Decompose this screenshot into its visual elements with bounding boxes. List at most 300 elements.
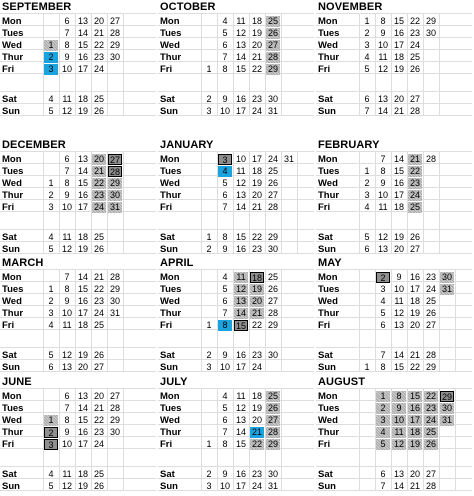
date-cell: 6 [64,154,70,164]
date-cell: 3 [376,415,390,426]
date-cell: 28 [109,167,120,177]
week-row-wed [316,415,472,426]
week-row-sun [158,106,314,117]
date-cell: 15 [77,40,88,50]
week-row-thur [316,427,472,438]
empty-cell [424,178,438,189]
date-cell: 16 [77,52,88,62]
date-cell: 11 [394,296,404,306]
date-cell: 10 [61,439,72,449]
day-label: Fri [2,64,15,75]
date-cell: 4 [380,296,386,306]
date-cell: 10 [219,362,230,372]
empty-cell [282,202,296,213]
empty-cell [440,469,454,480]
date-cell: 11 [62,94,72,104]
date-cell: 31 [441,284,452,294]
date-cell: 26 [93,481,104,491]
day-label: Wed [160,296,180,307]
date-cell: 14 [77,403,88,413]
week-row-fri [158,202,314,213]
date-cell: 13 [77,16,88,26]
date-cell: 27 [409,94,420,104]
date-cell: 12 [61,106,72,116]
week-row-sun [158,362,314,373]
empty-cell [424,190,438,201]
date-cell: 6 [222,40,228,50]
day-label: Sat [160,232,175,243]
date-cell: 10 [377,190,388,200]
date-cell: 30 [109,296,120,306]
week-row-mon [158,272,314,283]
date-cell: 16 [409,272,420,282]
date-cell: 30 [267,469,278,479]
empty-cell [440,320,454,331]
date-cell: 9 [64,190,70,200]
empty-cell [424,166,438,177]
date-cell: 23 [409,178,420,188]
week-row-thur [0,190,156,201]
date-cell: 14 [77,166,88,176]
week-row-fri [158,64,314,75]
date-cell: 27 [109,16,120,26]
date-cell: 28 [109,403,120,413]
empty-cell [108,362,122,373]
date-cell: 12 [393,439,404,449]
date-cell: 4 [376,427,390,438]
day-label: Mon [160,272,180,283]
date-cell: 26 [409,232,420,242]
day-label: Fri [318,64,331,75]
week-row-wed [0,296,156,307]
date-cell: 8 [64,40,70,50]
date-cell: 24 [425,284,436,294]
week-row-tues [158,28,314,39]
date-cell: 28 [425,481,436,491]
date-cell: 19 [251,403,262,413]
date-cell: 30 [425,28,436,38]
day-label: Tues [318,284,340,295]
date-cell: 14 [77,28,88,38]
empty-cell [44,154,58,165]
date-cell: 3 [364,40,370,50]
week-row-mon [0,154,156,165]
date-cell: 10 [61,64,72,74]
date-cell: 2 [206,350,212,360]
date-cell: 28 [409,106,420,116]
empty-cell [424,106,438,117]
date-cell: 11 [62,232,72,242]
date-cell: 29 [109,178,120,188]
date-cell: 30 [267,244,278,254]
date-cell: 4 [222,16,228,26]
week-row-mon [316,16,472,27]
week-row-thur [158,190,314,201]
date-cell: 5 [48,244,54,254]
day-label: Tues [2,403,24,414]
day-label: Tues [318,403,340,414]
date-cell: 23 [425,272,436,282]
week-row-tues [0,28,156,39]
date-cell: 12 [235,28,246,38]
empty-cell [424,64,438,75]
date-cell: 25 [93,320,104,330]
date-cell: 18 [409,296,420,306]
date-cell: 6 [222,296,228,306]
empty-cell [424,232,438,243]
month-january [158,138,314,259]
date-cell: 8 [392,391,406,402]
empty-cell [202,272,216,283]
week-row-thur [0,308,156,319]
date-cell: 30 [441,403,452,413]
date-cell: 16 [77,427,88,437]
date-cell: 30 [109,190,120,200]
date-cell: 18 [77,320,88,330]
empty-cell [44,28,58,39]
date-cell: 24 [93,439,104,449]
date-cell: 2 [376,272,390,283]
date-cell: 21 [393,106,404,116]
date-cell: 2 [44,52,58,63]
week-row-thur [0,427,156,438]
day-label: Tues [2,166,24,177]
date-cell: 2 [48,190,54,200]
date-cell: 19 [409,439,420,449]
day-label: Wed [318,296,338,307]
date-cell: 13 [61,362,72,372]
week-row-tues [158,403,314,414]
week-row-tues [316,28,472,39]
date-cell: 19 [77,481,88,491]
empty-cell [440,362,454,373]
date-cell: 25 [425,296,436,306]
date-cell: 10 [377,40,388,50]
day-label: Wed [2,40,22,51]
date-cell: 4 [364,202,370,212]
day-label: Wed [2,415,22,426]
week-row-mon [158,16,314,27]
empty-cell [282,232,296,243]
date-cell: 15 [77,284,88,294]
date-cell: 22 [93,40,104,50]
date-cell: 30 [109,427,120,437]
day-label: Mon [318,154,338,165]
date-cell: 9 [222,244,228,254]
date-cell: 11 [236,166,246,176]
month-june [0,375,156,496]
day-label: Sun [160,481,178,492]
empty-cell [202,166,216,177]
week-row-thur [316,190,472,201]
date-cell: 24 [251,106,262,116]
date-cell: 24 [267,154,278,164]
empty-cell [108,481,122,492]
date-cell: 29 [267,439,278,449]
month-title: JANUARY [160,139,214,151]
date-cell: 13 [377,94,388,104]
date-cell: 1 [44,415,58,426]
date-cell: 4 [222,272,228,282]
date-cell: 20 [251,296,262,306]
date-cell: 6 [364,94,370,104]
day-label: Fri [160,64,173,75]
date-cell: 12 [235,284,246,294]
date-cell: 25 [409,52,420,62]
date-cell: 5 [222,28,228,38]
week-row-sun [0,106,156,117]
date-cell: 13 [77,154,88,164]
date-cell: 2 [44,427,58,438]
empty-cell [108,320,122,331]
date-cell: 28 [267,308,278,318]
empty-cell [108,469,122,480]
empty-cell [266,362,280,373]
day-label: Sat [318,94,333,105]
date-cell: 1 [206,439,212,449]
date-cell: 7 [222,202,228,212]
day-label: Thur [160,52,182,63]
date-cell: 8 [222,64,228,74]
week-row-thur [158,52,314,63]
date-cell: 29 [425,16,436,26]
day-label: Fri [318,320,331,331]
day-label: Tues [160,284,182,295]
date-cell: 4 [48,320,54,330]
month-february [316,138,472,259]
date-cell: 18 [77,94,88,104]
date-cell: 6 [64,391,70,401]
empty-cell [202,415,216,426]
empty-cell [202,391,216,402]
date-cell: 19 [251,178,262,188]
date-cell: 13 [377,244,388,254]
date-cell: 7 [380,154,386,164]
week-row-sun [0,244,156,255]
date-cell: 2 [206,94,212,104]
day-label: Wed [318,178,338,189]
date-cell: 27 [267,190,278,200]
date-cell: 1 [364,16,370,26]
date-cell: 11 [236,16,246,26]
week-row-sun [158,244,314,255]
date-cell: 30 [267,94,278,104]
day-label: Tues [2,28,24,39]
date-cell: 6 [364,244,370,254]
month-title: OCTOBER [160,1,216,13]
empty-cell [202,16,216,27]
date-cell: 16 [393,178,404,188]
date-cell: 25 [267,166,278,176]
day-label: Mon [2,391,22,402]
date-cell: 1 [44,40,58,51]
date-cell: 24 [251,362,262,372]
empty-cell [202,296,216,307]
empty-cell [108,350,122,361]
empty-cell [360,427,374,438]
day-label: Wed [318,40,338,51]
date-cell: 16 [235,350,246,360]
date-cell: 20 [409,320,420,330]
day-label: Wed [2,178,22,189]
date-cell: 3 [48,202,54,212]
date-cell: 9 [64,52,70,62]
date-cell: 18 [251,166,262,176]
empty-cell [44,391,58,402]
day-label: Sun [2,362,20,373]
date-cell: 7 [64,403,70,413]
week-row-sun [0,362,156,373]
date-cell: 7 [222,427,228,437]
date-cell: 20 [93,16,104,26]
date-cell: 27 [267,40,278,50]
month-august [316,375,472,496]
date-cell: 9 [222,469,228,479]
empty-cell [360,284,374,295]
month-july [158,375,314,496]
date-cell: 10 [219,106,230,116]
date-cell: 11 [392,427,406,438]
date-cell: 9 [64,427,70,437]
date-cell: 15 [393,16,404,26]
month-october [158,0,314,121]
date-cell: 5 [364,64,370,74]
week-row-fri [158,320,314,331]
day-label: Mon [2,154,22,165]
date-cell: 22 [93,415,104,425]
date-cell: 16 [235,94,246,104]
week-row-thur [316,52,472,63]
date-cell: 26 [409,64,420,74]
date-cell: 31 [267,481,278,491]
date-cell: 20 [251,40,262,50]
date-cell: 28 [109,272,120,282]
date-cell: 29 [267,320,278,330]
date-cell: 5 [48,481,54,491]
week-row-sun [316,362,472,373]
date-cell: 11 [236,391,246,401]
date-cell: 14 [393,481,404,491]
date-cell: 25 [93,232,104,242]
day-label: Thur [160,308,182,319]
date-cell: 14 [393,154,404,164]
date-cell: 25 [267,272,278,282]
date-cell: 10 [61,308,72,318]
date-cell: 22 [409,16,420,26]
week-row-sat [316,469,472,480]
date-cell: 15 [235,232,246,242]
day-label: Thur [318,427,340,438]
date-cell: 5 [364,232,370,242]
week-row-tues [158,166,314,177]
date-cell: 11 [62,320,72,330]
date-cell: 7 [222,308,228,318]
empty-cell [424,244,438,255]
date-cell: 12 [235,178,246,188]
date-cell: 17 [235,362,246,372]
week-row-mon [158,154,314,165]
week-row-fri [0,439,156,450]
date-cell: 27 [93,362,104,372]
week-row-thur [316,308,472,319]
date-cell: 6 [222,190,228,200]
date-cell: 25 [267,391,278,401]
day-label: Tues [160,403,182,414]
empty-cell [108,64,122,75]
week-row-wed [158,415,314,426]
date-cell: 30 [267,350,278,360]
date-cell: 1 [364,362,370,372]
date-cell: 19 [251,28,262,38]
day-label: Wed [160,40,180,51]
day-label: Mon [318,272,338,283]
date-cell: 26 [425,439,436,449]
date-cell: 12 [61,244,72,254]
date-cell: 24 [93,308,104,318]
date-cell: 29 [109,284,120,294]
day-label: Tues [160,166,182,177]
empty-cell [202,154,216,165]
date-cell: 1 [206,320,212,330]
day-label: Sun [2,106,20,117]
date-cell: 22 [251,439,262,449]
empty-cell [282,190,296,201]
date-cell: 21 [93,166,104,176]
date-cell: 6 [222,415,228,425]
date-cell: 21 [251,52,262,62]
date-cell: 25 [267,16,278,26]
date-cell: 12 [235,403,246,413]
date-cell: 10 [61,202,72,212]
week-row-sat [158,350,314,361]
date-cell: 14 [235,308,246,318]
empty-cell [440,350,454,361]
date-cell: 24 [93,64,104,74]
empty-cell [108,244,122,255]
day-label: Sun [318,362,336,373]
date-cell: 13 [393,320,404,330]
date-cell: 15 [77,178,88,188]
week-row-sat [158,94,314,105]
date-cell: 17 [235,481,246,491]
date-cell: 7 [380,350,386,360]
date-cell: 23 [251,350,262,360]
week-row-sat [316,94,472,105]
date-cell: 3 [206,481,212,491]
date-cell: 27 [267,415,278,425]
day-label: Sat [160,350,175,361]
week-row-tues [0,403,156,414]
day-label: Mon [318,16,338,27]
empty-cell [202,28,216,39]
date-cell: 8 [380,166,386,176]
date-cell: 4 [218,166,232,177]
date-cell: 14 [77,272,88,282]
date-cell: 17 [409,284,420,294]
day-label: Tues [2,284,24,295]
empty-cell [44,166,58,177]
week-row-tues [316,403,472,414]
day-label: Thur [318,190,340,201]
date-cell: 7 [222,52,228,62]
date-cell: 13 [235,415,246,425]
date-cell: 27 [267,296,278,306]
week-row-wed [0,40,156,51]
week-row-sun [0,481,156,492]
date-cell: 16 [409,403,420,413]
date-cell: 11 [234,272,248,283]
date-cell: 10 [219,481,230,491]
